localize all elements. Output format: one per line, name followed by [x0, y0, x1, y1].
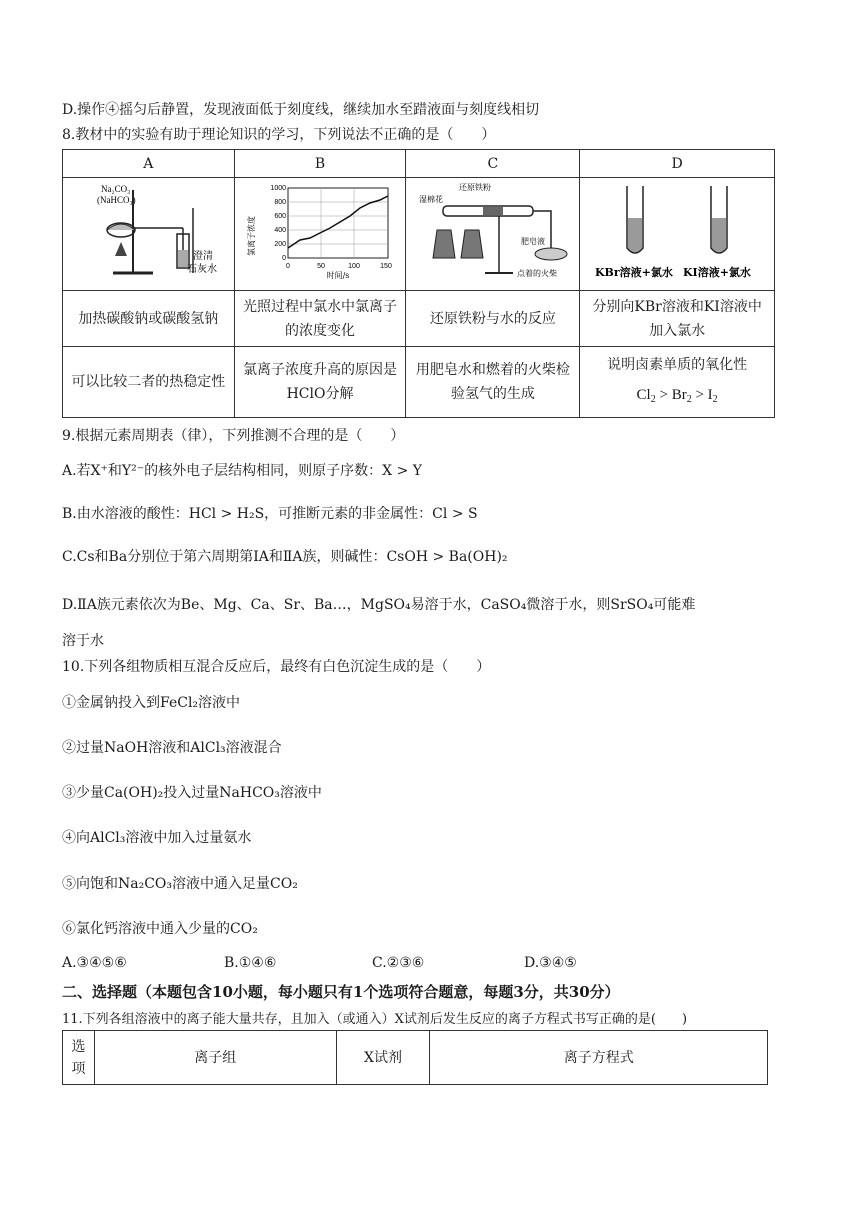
- svg-text:湿棉花: 湿棉花: [418, 195, 443, 204]
- svg-text:点着的火柴: 点着的火柴: [516, 269, 557, 278]
- q10-option-c: C.②③⑥: [372, 955, 425, 971]
- q9-option-d-line1: D.ⅡA族元素依次为Be、Mg、Ca、Sr、Ba…，MgSO₄易溶于水，CaSO₄微溶于水，则SrSO₄可能难: [62, 597, 696, 613]
- q8-stem: 8.教材中的实验有助于理论知识的学习，下列说法不正确的是（ ）: [62, 127, 496, 143]
- q8-header-d: D: [580, 150, 775, 178]
- svg-text:还原铁粉: 还原铁粉: [458, 183, 491, 192]
- q10-option-d: D.③④⑤: [524, 955, 577, 971]
- q11-header-equation: 离子方程式: [430, 1031, 768, 1085]
- q8-header-b: B: [234, 150, 406, 178]
- svg-text:时间/s: 时间/s: [326, 271, 350, 280]
- q8-figure-a: [63, 178, 235, 291]
- iron-water-apparatus-figure: [413, 178, 573, 282]
- q11-header-reagent: X试剂: [336, 1031, 430, 1085]
- svg-text:澄清: 澄清: [193, 251, 214, 262]
- q10-stem: 10.下列各组物质相互混合反应后，最终有白色沉淀生成的是（ ）: [62, 659, 491, 675]
- svg-text:Na₂CO₃: Na₂CO₃: [101, 184, 131, 194]
- svg-text:(NaHCO₃): (NaHCO₃): [97, 195, 136, 205]
- q7-option-d: D.操作④摇匀后静置，发现液面低于刻度线，继续加水至踖液面与刻度线相切: [62, 102, 540, 118]
- q10-item-2: ②过量NaOH溶液和AlCl₃溶液混合: [62, 740, 282, 756]
- q8-conclusion-b: 氯离子浓度升高的原因是HClO分解: [234, 347, 406, 418]
- q8-conclusion-d: [580, 347, 775, 418]
- q8-figure-c: [406, 178, 580, 291]
- q10-option-a: A.③④⑤⑥: [62, 955, 127, 971]
- q10-item-6: ⑥氯化钙溶液中通入少量的CO₂: [62, 921, 258, 937]
- q8-conclusion-d-formula: $Cl_2 > Br_2 > I_2$: [636, 386, 718, 405]
- q8-conclusion-c: 用肥皂水和燃着的火柴检验氢气的生成: [406, 347, 580, 418]
- svg-text:0: 0: [286, 263, 290, 270]
- svg-text:KI溶液+氯水: KI溶液+氯水: [683, 266, 752, 279]
- svg-text:800: 800: [274, 199, 287, 206]
- q9-option-c: C.Cs和Ba分别位于第六周期第ⅠA和ⅡA族，则碱性：CsOH > Ba(OH)₂: [62, 549, 508, 565]
- svg-text:1000: 1000: [270, 185, 287, 192]
- q9-stem: 9.根据元素周期表（律），下列推测不合理的是（ ）: [62, 428, 405, 444]
- svg-text:100: 100: [348, 263, 360, 270]
- svg-text:50: 50: [317, 263, 325, 270]
- q9-option-d-line2: 溶于水: [62, 633, 104, 649]
- q8-experiment-d: 分别向KBr溶液和KI溶液中加入氯水: [580, 291, 775, 347]
- chloride-concentration-chart: [240, 178, 400, 282]
- q8-header-a: A: [63, 150, 235, 178]
- svg-text:氯离子浓度: 氯离子浓度: [247, 216, 257, 256]
- q8-experiment-c: 还原铁粉与水的反应: [406, 291, 580, 347]
- halogen-test-tubes-figure: [587, 178, 767, 282]
- svg-text:KBr溶液+氯水: KBr溶液+氯水: [595, 266, 673, 279]
- q8-figure-b: [234, 178, 406, 291]
- svg-text:400: 400: [274, 227, 287, 234]
- q8-conclusion-a: 可以比较二者的热稳定性: [63, 347, 235, 418]
- q11-header-option: 选项: [63, 1031, 95, 1085]
- q10-option-b: B.①④⑥: [224, 955, 277, 971]
- q11-header-ion-group: 离子组: [94, 1031, 336, 1085]
- svg-text:600: 600: [274, 213, 287, 220]
- svg-text:0: 0: [282, 255, 287, 262]
- svg-text:肥皂液: 肥皂液: [520, 237, 545, 246]
- q11-table: [62, 1030, 768, 1085]
- q10-item-4: ④向AlCl₃溶液中加入过量氨水: [62, 830, 252, 846]
- q9-option-a: A.若X⁺和Y²⁻的核外电子层结构相同，则原子序数：X > Y: [62, 463, 422, 479]
- q10-item-3: ③少量Ca(OH)₂投入过量NaHCO₃溶液中: [62, 785, 322, 801]
- svg-text:150: 150: [380, 263, 392, 270]
- q8-experiment-b: 光照过程中氯水中氯离子的浓度变化: [234, 291, 406, 347]
- svg-text:200: 200: [274, 241, 287, 248]
- q9-option-b: B.由水溶液的酸性：HCl > H₂S，可推断元素的非金属性：Cl > S: [62, 506, 478, 522]
- q8-table: [62, 149, 775, 418]
- q8-conclusion-d-text: 说明卤素单质的氧化性: [607, 356, 748, 373]
- q8-header-c: C: [406, 150, 580, 178]
- heating-apparatus-figure: [73, 178, 223, 282]
- q10-item-1: ①金属钠投入到FeCl₂溶液中: [62, 695, 241, 711]
- q10-item-5: ⑤向饱和Na₂CO₃溶液中通入足量CO₂: [62, 876, 298, 892]
- q11-stem: 11.下列各组溶液中的离子能大量共存，且加入（或通入）X试剂后发生反应的离子方程式书写正确的是( ): [62, 1012, 688, 1027]
- q8-experiment-a: 加热碳酸钠或碳酸氢钠: [63, 291, 235, 347]
- svg-text:石灰水: 石灰水: [187, 264, 218, 275]
- section-2-heading: 二、选择题（本题包含10小题，每小题只有1个选项符合题意，每题3分，共30分）: [62, 983, 620, 1001]
- q8-figure-d: [580, 178, 775, 291]
